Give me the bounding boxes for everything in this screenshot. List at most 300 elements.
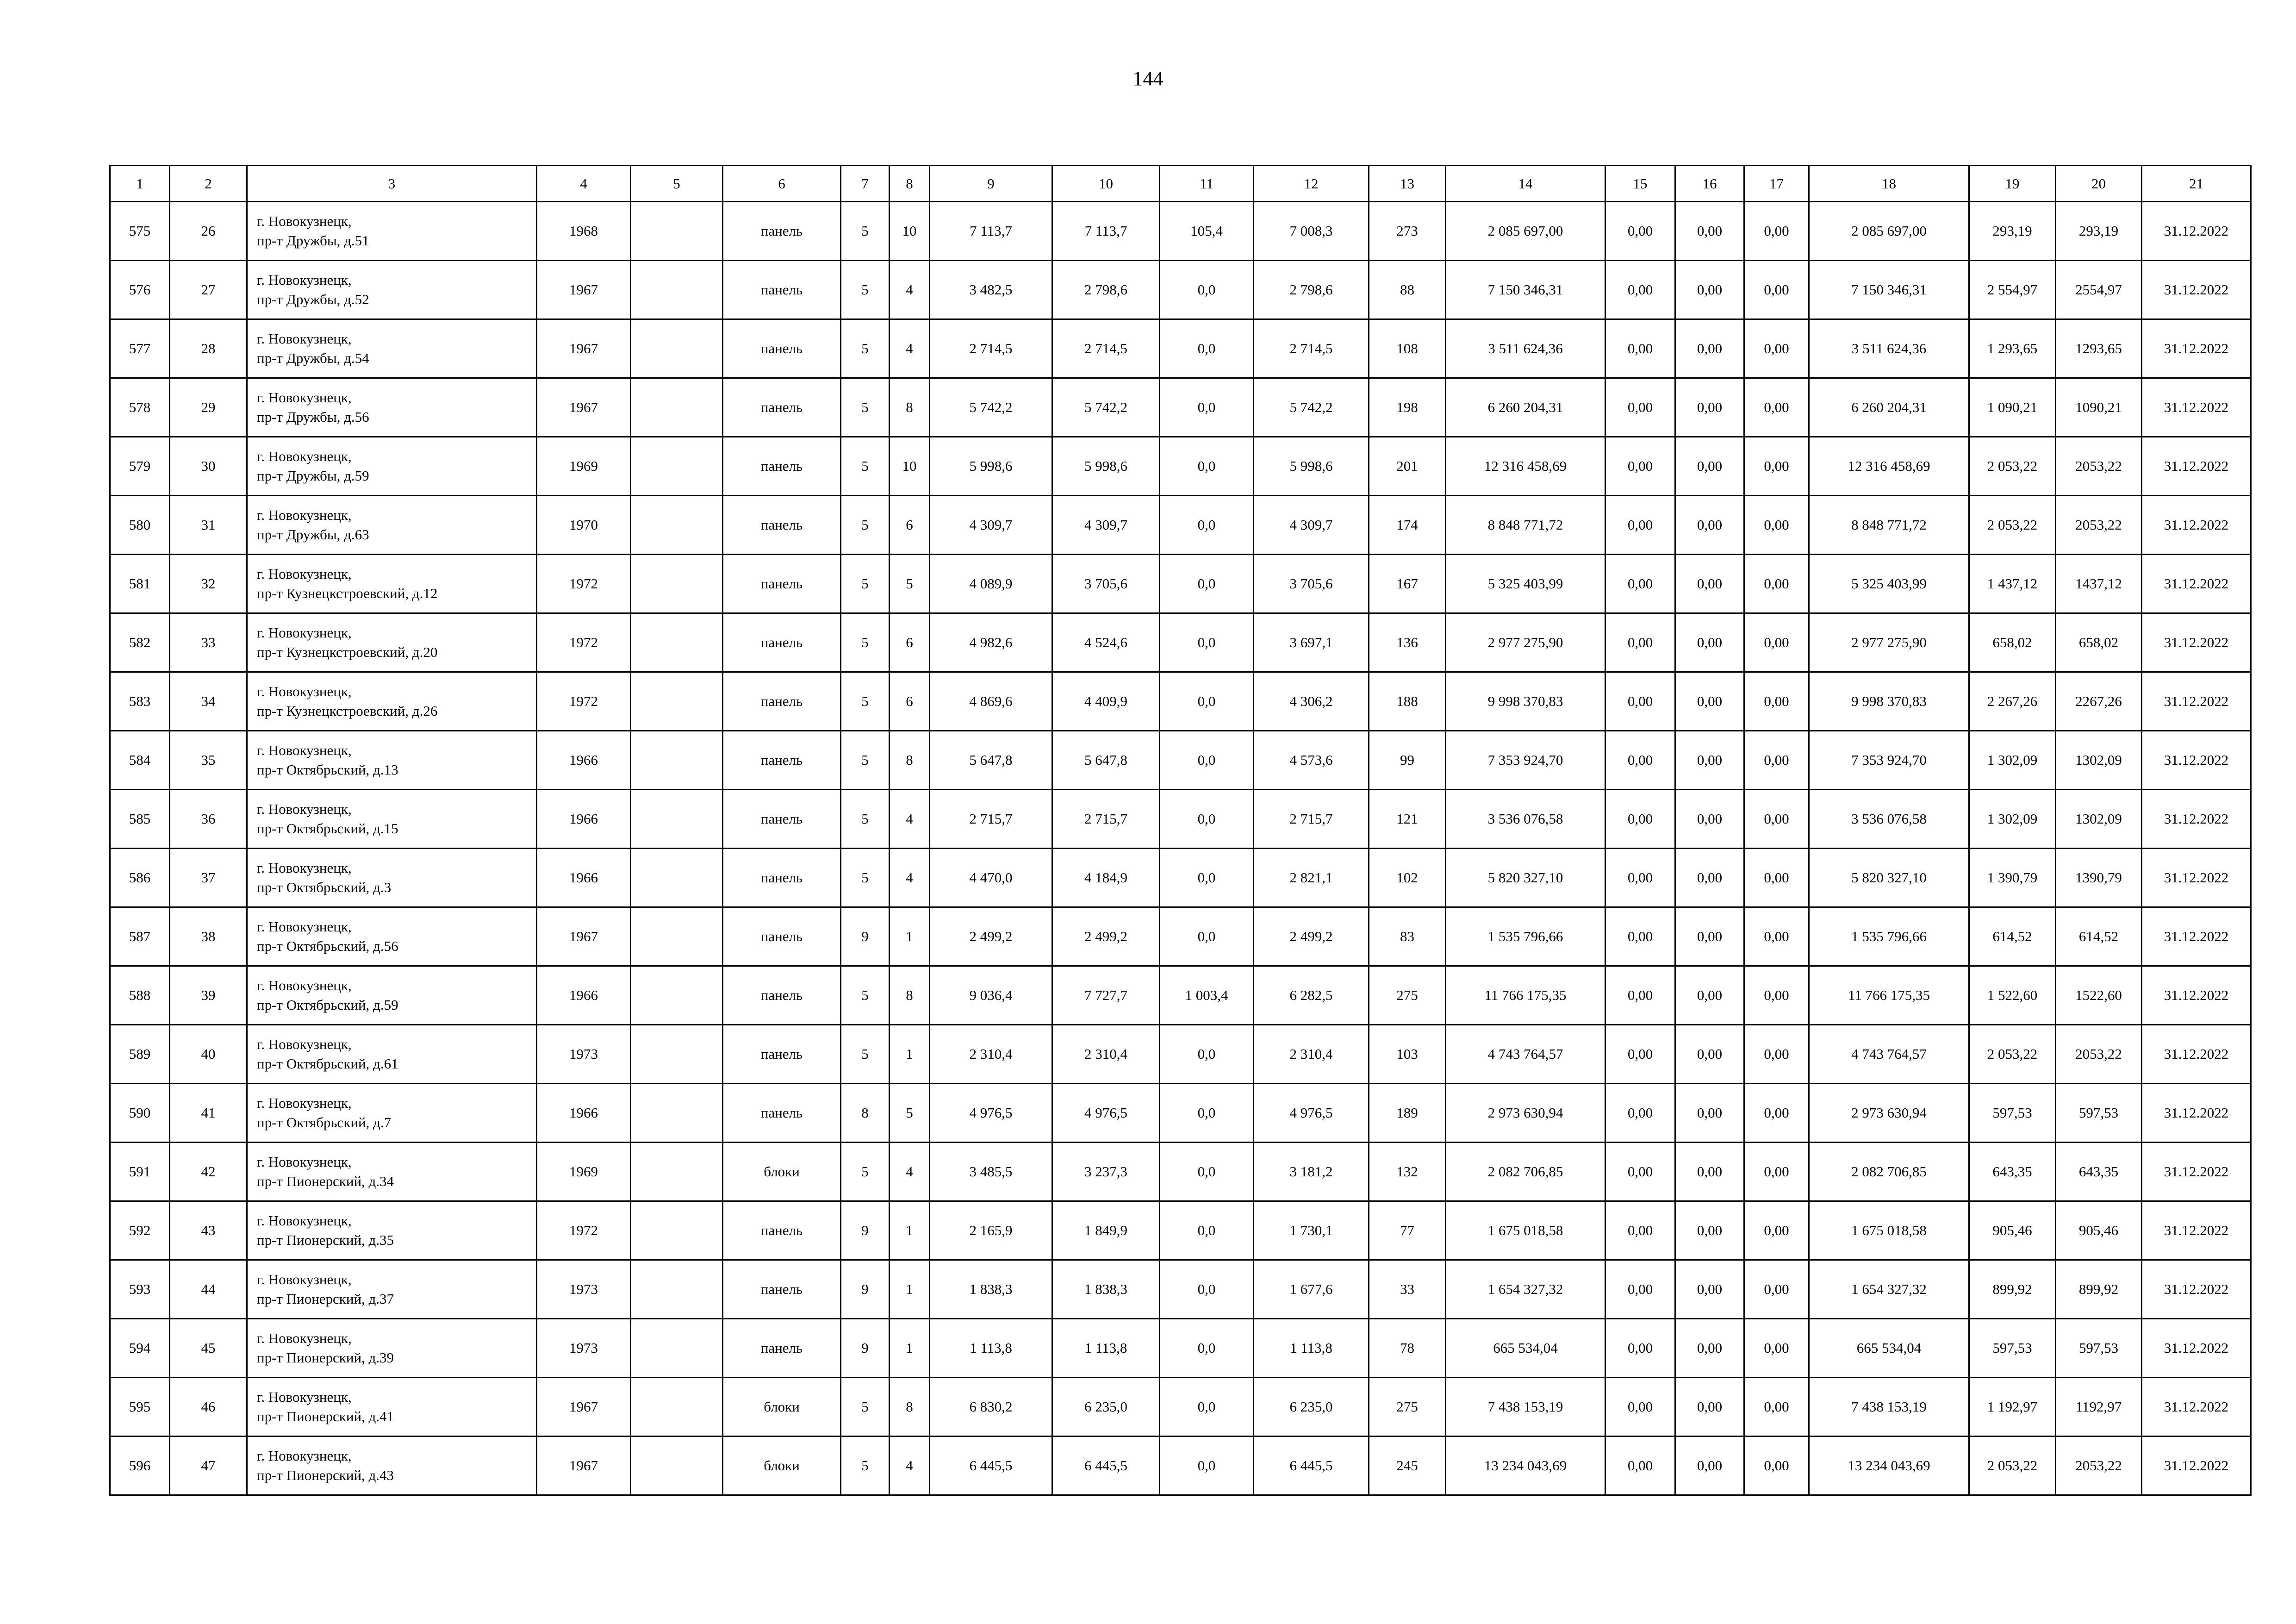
column-16-cell: 0,00: [1675, 731, 1744, 790]
column-15-cell: 0,00: [1605, 1319, 1675, 1378]
address-city: г. Новокузнецк,: [257, 683, 352, 700]
row-index-cell: 44: [170, 1260, 247, 1319]
column-20-cell: 614,52: [2056, 907, 2142, 966]
floors-cell: 5: [841, 1143, 890, 1201]
column-5-cell: [631, 555, 723, 613]
column-17-cell: 0,00: [1744, 907, 1809, 966]
floors-cell: 5: [841, 378, 890, 437]
column-5-cell: [631, 672, 723, 731]
column-14-cell: 13 234 043,69: [1446, 1437, 1605, 1495]
column-17-cell: 0,00: [1744, 849, 1809, 907]
column-5-cell: [631, 437, 723, 496]
column-13-cell: 78: [1369, 1319, 1446, 1378]
column-15-cell: 0,00: [1605, 849, 1675, 907]
entrances-cell: 4: [890, 261, 930, 319]
row-number-cell: 589: [110, 1025, 170, 1084]
column-5-cell: [631, 261, 723, 319]
table-row: [110, 1378, 2251, 1437]
address-city: г. Новокузнецк,: [257, 918, 352, 935]
row-number-cell: 595: [110, 1378, 170, 1437]
column-10-cell: 2 499,2: [1052, 907, 1160, 966]
column-15-cell: 0,00: [1605, 261, 1675, 319]
column-13-cell: 103: [1369, 1025, 1446, 1084]
address-city: г. Новокузнецк,: [257, 1095, 352, 1111]
column-18-cell: 13 234 043,69: [1809, 1437, 1969, 1495]
column-19-cell: 2 053,22: [1969, 437, 2056, 496]
row-index-cell: 31: [170, 496, 247, 555]
floors-cell: 5: [841, 849, 890, 907]
table-row: [110, 202, 2251, 261]
column-20-cell: 1302,09: [2056, 790, 2142, 849]
column-14-cell: 2 977 275,90: [1446, 613, 1605, 672]
column-18-cell: 5 820 327,10: [1809, 849, 1969, 907]
column-13-cell: 245: [1369, 1437, 1446, 1495]
column-15-cell: 0,00: [1605, 907, 1675, 966]
address-street: пр-т Пионерский, д.37: [257, 1291, 394, 1307]
wall-material-cell: панель: [723, 378, 841, 437]
wall-material-cell: панель: [723, 1319, 841, 1378]
column-15-cell: 0,00: [1605, 1143, 1675, 1201]
row-number-cell: 591: [110, 1143, 170, 1201]
address-city: г. Новокузнецк,: [257, 213, 352, 229]
date-cell: 31.12.2022: [2142, 790, 2251, 849]
row-index-cell: 45: [170, 1319, 247, 1378]
address-city: г. Новокузнецк,: [257, 507, 352, 523]
row-index-cell: 40: [170, 1025, 247, 1084]
column-5-cell: [631, 849, 723, 907]
year-cell: 1967: [537, 907, 631, 966]
wall-material-cell: панель: [723, 966, 841, 1025]
column-18-cell: 11 766 175,35: [1809, 966, 1969, 1025]
address-cell: [247, 1201, 537, 1260]
address-city: г. Новокузнецк,: [257, 801, 352, 817]
floors-cell: 5: [841, 1378, 890, 1437]
row-number-cell: 575: [110, 202, 170, 261]
column-15-cell: 0,00: [1605, 555, 1675, 613]
column-12-cell: 2 499,2: [1254, 907, 1369, 966]
row-index-cell: 29: [170, 378, 247, 437]
column-15-cell: 0,00: [1605, 613, 1675, 672]
row-number-cell: 587: [110, 907, 170, 966]
address-city: г. Новокузнецк,: [257, 625, 352, 641]
address-city: г. Новокузнецк,: [257, 1330, 352, 1346]
year-cell: 1973: [537, 1319, 631, 1378]
column-19-cell: 1 302,09: [1969, 731, 2056, 790]
address-street: пр-т Пионерский, д.34: [257, 1173, 394, 1189]
row-number-cell: 593: [110, 1260, 170, 1319]
column-19-cell: 1 192,97: [1969, 1378, 2056, 1437]
column-20-cell: 1437,12: [2056, 555, 2142, 613]
column-13-cell: 273: [1369, 202, 1446, 261]
row-number-cell: 581: [110, 555, 170, 613]
column-14-cell: 7 353 924,70: [1446, 731, 1605, 790]
wall-material-cell: панель: [723, 437, 841, 496]
column-5-cell: [631, 1260, 723, 1319]
row-index-cell: 42: [170, 1143, 247, 1201]
date-cell: 31.12.2022: [2142, 1201, 2251, 1260]
column-17-cell: 0,00: [1744, 1201, 1809, 1260]
column-19-cell: 658,02: [1969, 613, 2056, 672]
column-header: 19: [1969, 166, 2056, 202]
column-15-cell: 0,00: [1605, 790, 1675, 849]
column-11-cell: 1 003,4: [1160, 966, 1254, 1025]
column-17-cell: 0,00: [1744, 1260, 1809, 1319]
address-cell: [247, 1319, 537, 1378]
table-row: [110, 907, 2251, 966]
column-10-cell: 1 838,3: [1052, 1260, 1160, 1319]
address-street: пр-т Октябрьский, д.15: [257, 820, 398, 837]
column-12-cell: 4 309,7: [1254, 496, 1369, 555]
column-header: 3: [247, 166, 537, 202]
address-street: пр-т Дружбы, д.54: [257, 350, 369, 366]
column-16-cell: 0,00: [1675, 202, 1744, 261]
column-11-cell: 0,0: [1160, 1084, 1254, 1143]
year-cell: 1968: [537, 202, 631, 261]
address-cell: [247, 555, 537, 613]
column-18-cell: 6 260 204,31: [1809, 378, 1969, 437]
column-14-cell: 2 082 706,85: [1446, 1143, 1605, 1201]
year-cell: 1967: [537, 378, 631, 437]
column-19-cell: 2 554,97: [1969, 261, 2056, 319]
column-12-cell: 3 697,1: [1254, 613, 1369, 672]
column-19-cell: 614,52: [1969, 907, 2056, 966]
column-14-cell: 7 438 153,19: [1446, 1378, 1605, 1437]
column-11-cell: 0,0: [1160, 907, 1254, 966]
column-17-cell: 0,00: [1744, 1378, 1809, 1437]
column-11-cell: 0,0: [1160, 1319, 1254, 1378]
row-index-cell: 30: [170, 437, 247, 496]
column-16-cell: 0,00: [1675, 907, 1744, 966]
column-9-cell: 5 998,6: [930, 437, 1052, 496]
address-street: пр-т Пионерский, д.35: [257, 1232, 394, 1248]
entrances-cell: 4: [890, 790, 930, 849]
column-14-cell: 3 536 076,58: [1446, 790, 1605, 849]
address-street: пр-т Октябрьский, д.3: [257, 879, 392, 895]
column-5-cell: [631, 1437, 723, 1495]
column-9-cell: 9 036,4: [930, 966, 1052, 1025]
address-street: пр-т Пионерский, д.41: [257, 1408, 394, 1424]
column-9-cell: 3 485,5: [930, 1143, 1052, 1201]
column-17-cell: 0,00: [1744, 319, 1809, 378]
column-18-cell: 2 085 697,00: [1809, 202, 1969, 261]
column-header: 17: [1744, 166, 1809, 202]
column-20-cell: 1390,79: [2056, 849, 2142, 907]
address-street: пр-т Октябрьский, д.59: [257, 997, 398, 1013]
floors-cell: 9: [841, 1201, 890, 1260]
column-12-cell: 6 282,5: [1254, 966, 1369, 1025]
row-number-cell: 578: [110, 378, 170, 437]
address-cell: [247, 261, 537, 319]
column-16-cell: 0,00: [1675, 319, 1744, 378]
row-index-cell: 28: [170, 319, 247, 378]
column-20-cell: 643,35: [2056, 1143, 2142, 1201]
column-13-cell: 33: [1369, 1260, 1446, 1319]
year-cell: 1967: [537, 1437, 631, 1495]
column-15-cell: 0,00: [1605, 437, 1675, 496]
column-19-cell: 1 522,60: [1969, 966, 2056, 1025]
column-11-cell: 0,0: [1160, 1143, 1254, 1201]
column-13-cell: 174: [1369, 496, 1446, 555]
address-cell: [247, 1025, 537, 1084]
column-5-cell: [631, 966, 723, 1025]
address-city: г. Новокузнецк,: [257, 1036, 352, 1052]
column-header: 8: [890, 166, 930, 202]
column-20-cell: 2267,26: [2056, 672, 2142, 731]
column-10-cell: 6 445,5: [1052, 1437, 1160, 1495]
address-cell: [247, 907, 537, 966]
entrances-cell: 6: [890, 672, 930, 731]
floors-cell: 5: [841, 1025, 890, 1084]
column-12-cell: 2 798,6: [1254, 261, 1369, 319]
entrances-cell: 1: [890, 1260, 930, 1319]
table-row: [110, 555, 2251, 613]
column-12-cell: 3 181,2: [1254, 1143, 1369, 1201]
column-13-cell: 201: [1369, 437, 1446, 496]
column-16-cell: 0,00: [1675, 613, 1744, 672]
row-number-cell: 580: [110, 496, 170, 555]
wall-material-cell: блоки: [723, 1437, 841, 1495]
table-row: [110, 849, 2251, 907]
column-13-cell: 198: [1369, 378, 1446, 437]
column-17-cell: 0,00: [1744, 1084, 1809, 1143]
column-10-cell: 7 113,7: [1052, 202, 1160, 261]
column-9-cell: 2 714,5: [930, 319, 1052, 378]
floors-cell: 5: [841, 261, 890, 319]
year-cell: 1967: [537, 319, 631, 378]
address-city: г. Новокузнецк,: [257, 742, 352, 758]
address-cell: [247, 437, 537, 496]
column-17-cell: 0,00: [1744, 1143, 1809, 1201]
entrances-cell: 8: [890, 1378, 930, 1437]
column-17-cell: 0,00: [1744, 672, 1809, 731]
address-street: пр-т Дружбы, д.52: [257, 291, 369, 307]
column-5-cell: [631, 790, 723, 849]
column-10-cell: 4 524,6: [1052, 613, 1160, 672]
wall-material-cell: панель: [723, 1025, 841, 1084]
row-number-cell: 577: [110, 319, 170, 378]
column-11-cell: 0,0: [1160, 496, 1254, 555]
wall-material-cell: панель: [723, 496, 841, 555]
column-header: 18: [1809, 166, 1969, 202]
column-header: 14: [1446, 166, 1605, 202]
column-20-cell: 1192,97: [2056, 1378, 2142, 1437]
table-row: [110, 437, 2251, 496]
date-cell: 31.12.2022: [2142, 907, 2251, 966]
table-row: [110, 731, 2251, 790]
floors-cell: 8: [841, 1084, 890, 1143]
row-number-cell: 579: [110, 437, 170, 496]
column-header: 10: [1052, 166, 1160, 202]
column-9-cell: 4 089,9: [930, 555, 1052, 613]
column-19-cell: 2 053,22: [1969, 1025, 2056, 1084]
entrances-cell: 6: [890, 613, 930, 672]
wall-material-cell: панель: [723, 261, 841, 319]
column-18-cell: 3 536 076,58: [1809, 790, 1969, 849]
column-16-cell: 0,00: [1675, 261, 1744, 319]
table-row: [110, 790, 2251, 849]
address-city: г. Новокузнецк,: [257, 272, 352, 288]
column-11-cell: 0,0: [1160, 849, 1254, 907]
column-13-cell: 275: [1369, 1378, 1446, 1437]
column-12-cell: 2 821,1: [1254, 849, 1369, 907]
row-number-cell: 586: [110, 849, 170, 907]
row-number-cell: 582: [110, 613, 170, 672]
column-18-cell: 4 743 764,57: [1809, 1025, 1969, 1084]
address-city: г. Новокузнецк,: [257, 1271, 352, 1287]
page-number: 144: [1132, 67, 1164, 90]
column-9-cell: 2 165,9: [930, 1201, 1052, 1260]
column-10-cell: 2 715,7: [1052, 790, 1160, 849]
column-20-cell: 2053,22: [2056, 437, 2142, 496]
address-cell: [247, 1437, 537, 1495]
row-index-cell: 36: [170, 790, 247, 849]
column-5-cell: [631, 202, 723, 261]
year-cell: 1966: [537, 1084, 631, 1143]
entrances-cell: 8: [890, 378, 930, 437]
year-cell: 1972: [537, 1201, 631, 1260]
year-cell: 1970: [537, 496, 631, 555]
entrances-cell: 6: [890, 496, 930, 555]
date-cell: 31.12.2022: [2142, 437, 2251, 496]
floors-cell: 5: [841, 319, 890, 378]
column-14-cell: 5 325 403,99: [1446, 555, 1605, 613]
date-cell: 31.12.2022: [2142, 1378, 2251, 1437]
address-cell: [247, 1143, 537, 1201]
row-index-cell: 38: [170, 907, 247, 966]
year-cell: 1972: [537, 672, 631, 731]
table-row: [110, 1437, 2251, 1495]
column-16-cell: 0,00: [1675, 555, 1744, 613]
table-row: [110, 672, 2251, 731]
wall-material-cell: панель: [723, 672, 841, 731]
column-12-cell: 4 976,5: [1254, 1084, 1369, 1143]
column-14-cell: 8 848 771,72: [1446, 496, 1605, 555]
column-14-cell: 9 998 370,83: [1446, 672, 1605, 731]
address-city: г. Новокузнецк,: [257, 1212, 352, 1229]
column-18-cell: 665 534,04: [1809, 1319, 1969, 1378]
column-10-cell: 6 235,0: [1052, 1378, 1160, 1437]
column-18-cell: 3 511 624,36: [1809, 319, 1969, 378]
column-11-cell: 0,0: [1160, 1260, 1254, 1319]
date-cell: 31.12.2022: [2142, 1025, 2251, 1084]
column-12-cell: 1 113,8: [1254, 1319, 1369, 1378]
column-15-cell: 0,00: [1605, 1437, 1675, 1495]
column-10-cell: 2 714,5: [1052, 319, 1160, 378]
wall-material-cell: панель: [723, 319, 841, 378]
column-17-cell: 0,00: [1744, 790, 1809, 849]
column-12-cell: 5 998,6: [1254, 437, 1369, 496]
column-14-cell: 1 535 796,66: [1446, 907, 1605, 966]
column-16-cell: 0,00: [1675, 966, 1744, 1025]
address-street: пр-т Дружбы, д.63: [257, 526, 369, 543]
address-city: г. Новокузнецк,: [257, 566, 352, 582]
date-cell: 31.12.2022: [2142, 1437, 2251, 1495]
row-number-cell: 594: [110, 1319, 170, 1378]
column-20-cell: 597,53: [2056, 1319, 2142, 1378]
entrances-cell: 4: [890, 1143, 930, 1201]
column-10-cell: 4 409,9: [1052, 672, 1160, 731]
address-cell: [247, 1378, 537, 1437]
date-cell: 31.12.2022: [2142, 1260, 2251, 1319]
column-15-cell: 0,00: [1605, 966, 1675, 1025]
floors-cell: 5: [841, 496, 890, 555]
column-20-cell: 1522,60: [2056, 966, 2142, 1025]
floors-cell: 5: [841, 790, 890, 849]
column-15-cell: 0,00: [1605, 496, 1675, 555]
entrances-cell: 8: [890, 966, 930, 1025]
table-row: [110, 1084, 2251, 1143]
entrances-cell: 1: [890, 1201, 930, 1260]
date-cell: 31.12.2022: [2142, 1319, 2251, 1378]
column-5-cell: [631, 1025, 723, 1084]
column-17-cell: 0,00: [1744, 261, 1809, 319]
date-cell: 31.12.2022: [2142, 672, 2251, 731]
column-16-cell: 0,00: [1675, 1437, 1744, 1495]
column-20-cell: 1302,09: [2056, 731, 2142, 790]
column-14-cell: 1 675 018,58: [1446, 1201, 1605, 1260]
table-row: [110, 496, 2251, 555]
entrances-cell: 8: [890, 731, 930, 790]
column-10-cell: 2 798,6: [1052, 261, 1160, 319]
column-header: 21: [2142, 166, 2251, 202]
table-row: [110, 1260, 2251, 1319]
column-13-cell: 121: [1369, 790, 1446, 849]
data-table: [109, 165, 2252, 1496]
entrances-cell: 1: [890, 1319, 930, 1378]
column-5-cell: [631, 378, 723, 437]
column-9-cell: 4 976,5: [930, 1084, 1052, 1143]
address-cell: [247, 613, 537, 672]
year-cell: 1969: [537, 437, 631, 496]
column-9-cell: 7 113,7: [930, 202, 1052, 261]
column-header: 11: [1160, 166, 1254, 202]
address-cell: [247, 319, 537, 378]
column-11-cell: 0,0: [1160, 1378, 1254, 1437]
column-header: 7: [841, 166, 890, 202]
column-10-cell: 4 184,9: [1052, 849, 1160, 907]
address-street: пр-т Дружбы, д.56: [257, 409, 369, 425]
column-20-cell: 2053,22: [2056, 496, 2142, 555]
column-19-cell: 2 053,22: [1969, 496, 2056, 555]
column-14-cell: 3 511 624,36: [1446, 319, 1605, 378]
column-15-cell: 0,00: [1605, 672, 1675, 731]
column-9-cell: 4 309,7: [930, 496, 1052, 555]
column-11-cell: 0,0: [1160, 790, 1254, 849]
column-14-cell: 2 973 630,94: [1446, 1084, 1605, 1143]
column-13-cell: 83: [1369, 907, 1446, 966]
column-9-cell: 4 470,0: [930, 849, 1052, 907]
column-12-cell: 6 235,0: [1254, 1378, 1369, 1437]
column-20-cell: 1293,65: [2056, 319, 2142, 378]
column-14-cell: 2 085 697,00: [1446, 202, 1605, 261]
column-16-cell: 0,00: [1675, 1319, 1744, 1378]
entrances-cell: 10: [890, 437, 930, 496]
wall-material-cell: панель: [723, 1084, 841, 1143]
address-cell: [247, 202, 537, 261]
column-18-cell: 5 325 403,99: [1809, 555, 1969, 613]
year-cell: 1973: [537, 1025, 631, 1084]
address-cell: [247, 790, 537, 849]
column-5-cell: [631, 1319, 723, 1378]
row-index-cell: 33: [170, 613, 247, 672]
column-19-cell: 293,19: [1969, 202, 2056, 261]
table-row: [110, 319, 2251, 378]
floors-cell: 5: [841, 437, 890, 496]
column-15-cell: 0,00: [1605, 319, 1675, 378]
column-20-cell: 2554,97: [2056, 261, 2142, 319]
row-number-cell: 592: [110, 1201, 170, 1260]
address-cell: [247, 378, 537, 437]
